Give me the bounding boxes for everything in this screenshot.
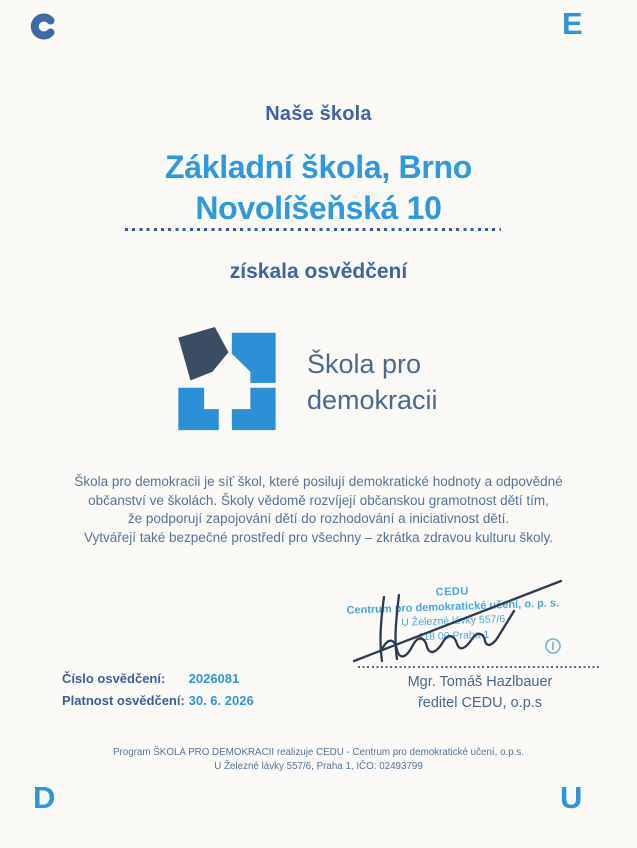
logo-word-line1: Škola pro [307, 348, 422, 379]
certificate-info [62, 668, 254, 712]
footer-line1: Program ŠKOLA PRO DEMOKRACII realizuje CEDU - Centrum pro demokratické učení, o.p.s. [112, 747, 525, 758]
corner-letter-d: D [33, 780, 56, 815]
handwritten-signature-icon [336, 573, 586, 678]
intro-heading: Naše škola [265, 103, 372, 125]
corner-letter-e: E [562, 6, 583, 41]
description-line: Škola pro demokracii je síť škol, které posilují demokratické hodnoty a odpovědné [74, 474, 563, 489]
corner-letter-u: U [560, 780, 583, 815]
school-name-line1: Základní škola, Brno [165, 149, 472, 185]
description-line: že podporují zapojování dětí do rozhodování a iniciativnost dětí. [127, 511, 510, 526]
corner-letter-c-icon [30, 11, 57, 47]
house-logo-icon [173, 325, 281, 438]
award-text: získala osvědčení [229, 260, 408, 283]
signature-dotted-line [358, 666, 601, 668]
school-name-line2: Novolíšeňská 10 [195, 190, 442, 226]
certificate-number-row [62, 668, 254, 690]
signatory-name: Mgr. Tomáš Hazlbauer [407, 674, 553, 690]
footer-line2: U Železné lávky 557/6, Praha 1, IČO: 02493799 [214, 760, 423, 772]
program-logo-wordmark [307, 346, 438, 418]
footer-note [0, 746, 637, 773]
certificate-validity-row [62, 690, 254, 712]
certificate-number-value: 2026081 [188, 671, 240, 686]
stamp-circle-icon [544, 637, 562, 660]
stamp-line: Centrum pro demokratické učení, o. p. s. [346, 596, 560, 617]
certificate-number-label: Číslo osvědčení: [62, 671, 166, 686]
stamp-line: CEDU [435, 585, 470, 599]
description-line: občanství ve školách. Školy vědomě rozvíjejí občanskou gramotnost dětí tím, [88, 492, 549, 508]
signatory [360, 672, 600, 714]
certificate-validity-label: Platnost osvědčení: [62, 693, 185, 708]
certificate-validity-value: 30. 6. 2026 [188, 693, 254, 708]
description-line: Vytvářejí také bezpečné prostředí pro všechny – zkrátka zdravou kulturu školy. [84, 529, 553, 545]
signatory-role: ředitel CEDU, o.p.s [417, 695, 543, 711]
program-description [0, 473, 637, 547]
stamp-line: U Železné lávky 557/6 [401, 613, 506, 629]
school-name [0, 147, 637, 229]
program-logo [173, 325, 438, 438]
logo-word-line2: demokracii [307, 384, 438, 415]
stamp-line: 118 00 Praha 1 [418, 628, 490, 643]
dotted-underline [125, 228, 501, 231]
